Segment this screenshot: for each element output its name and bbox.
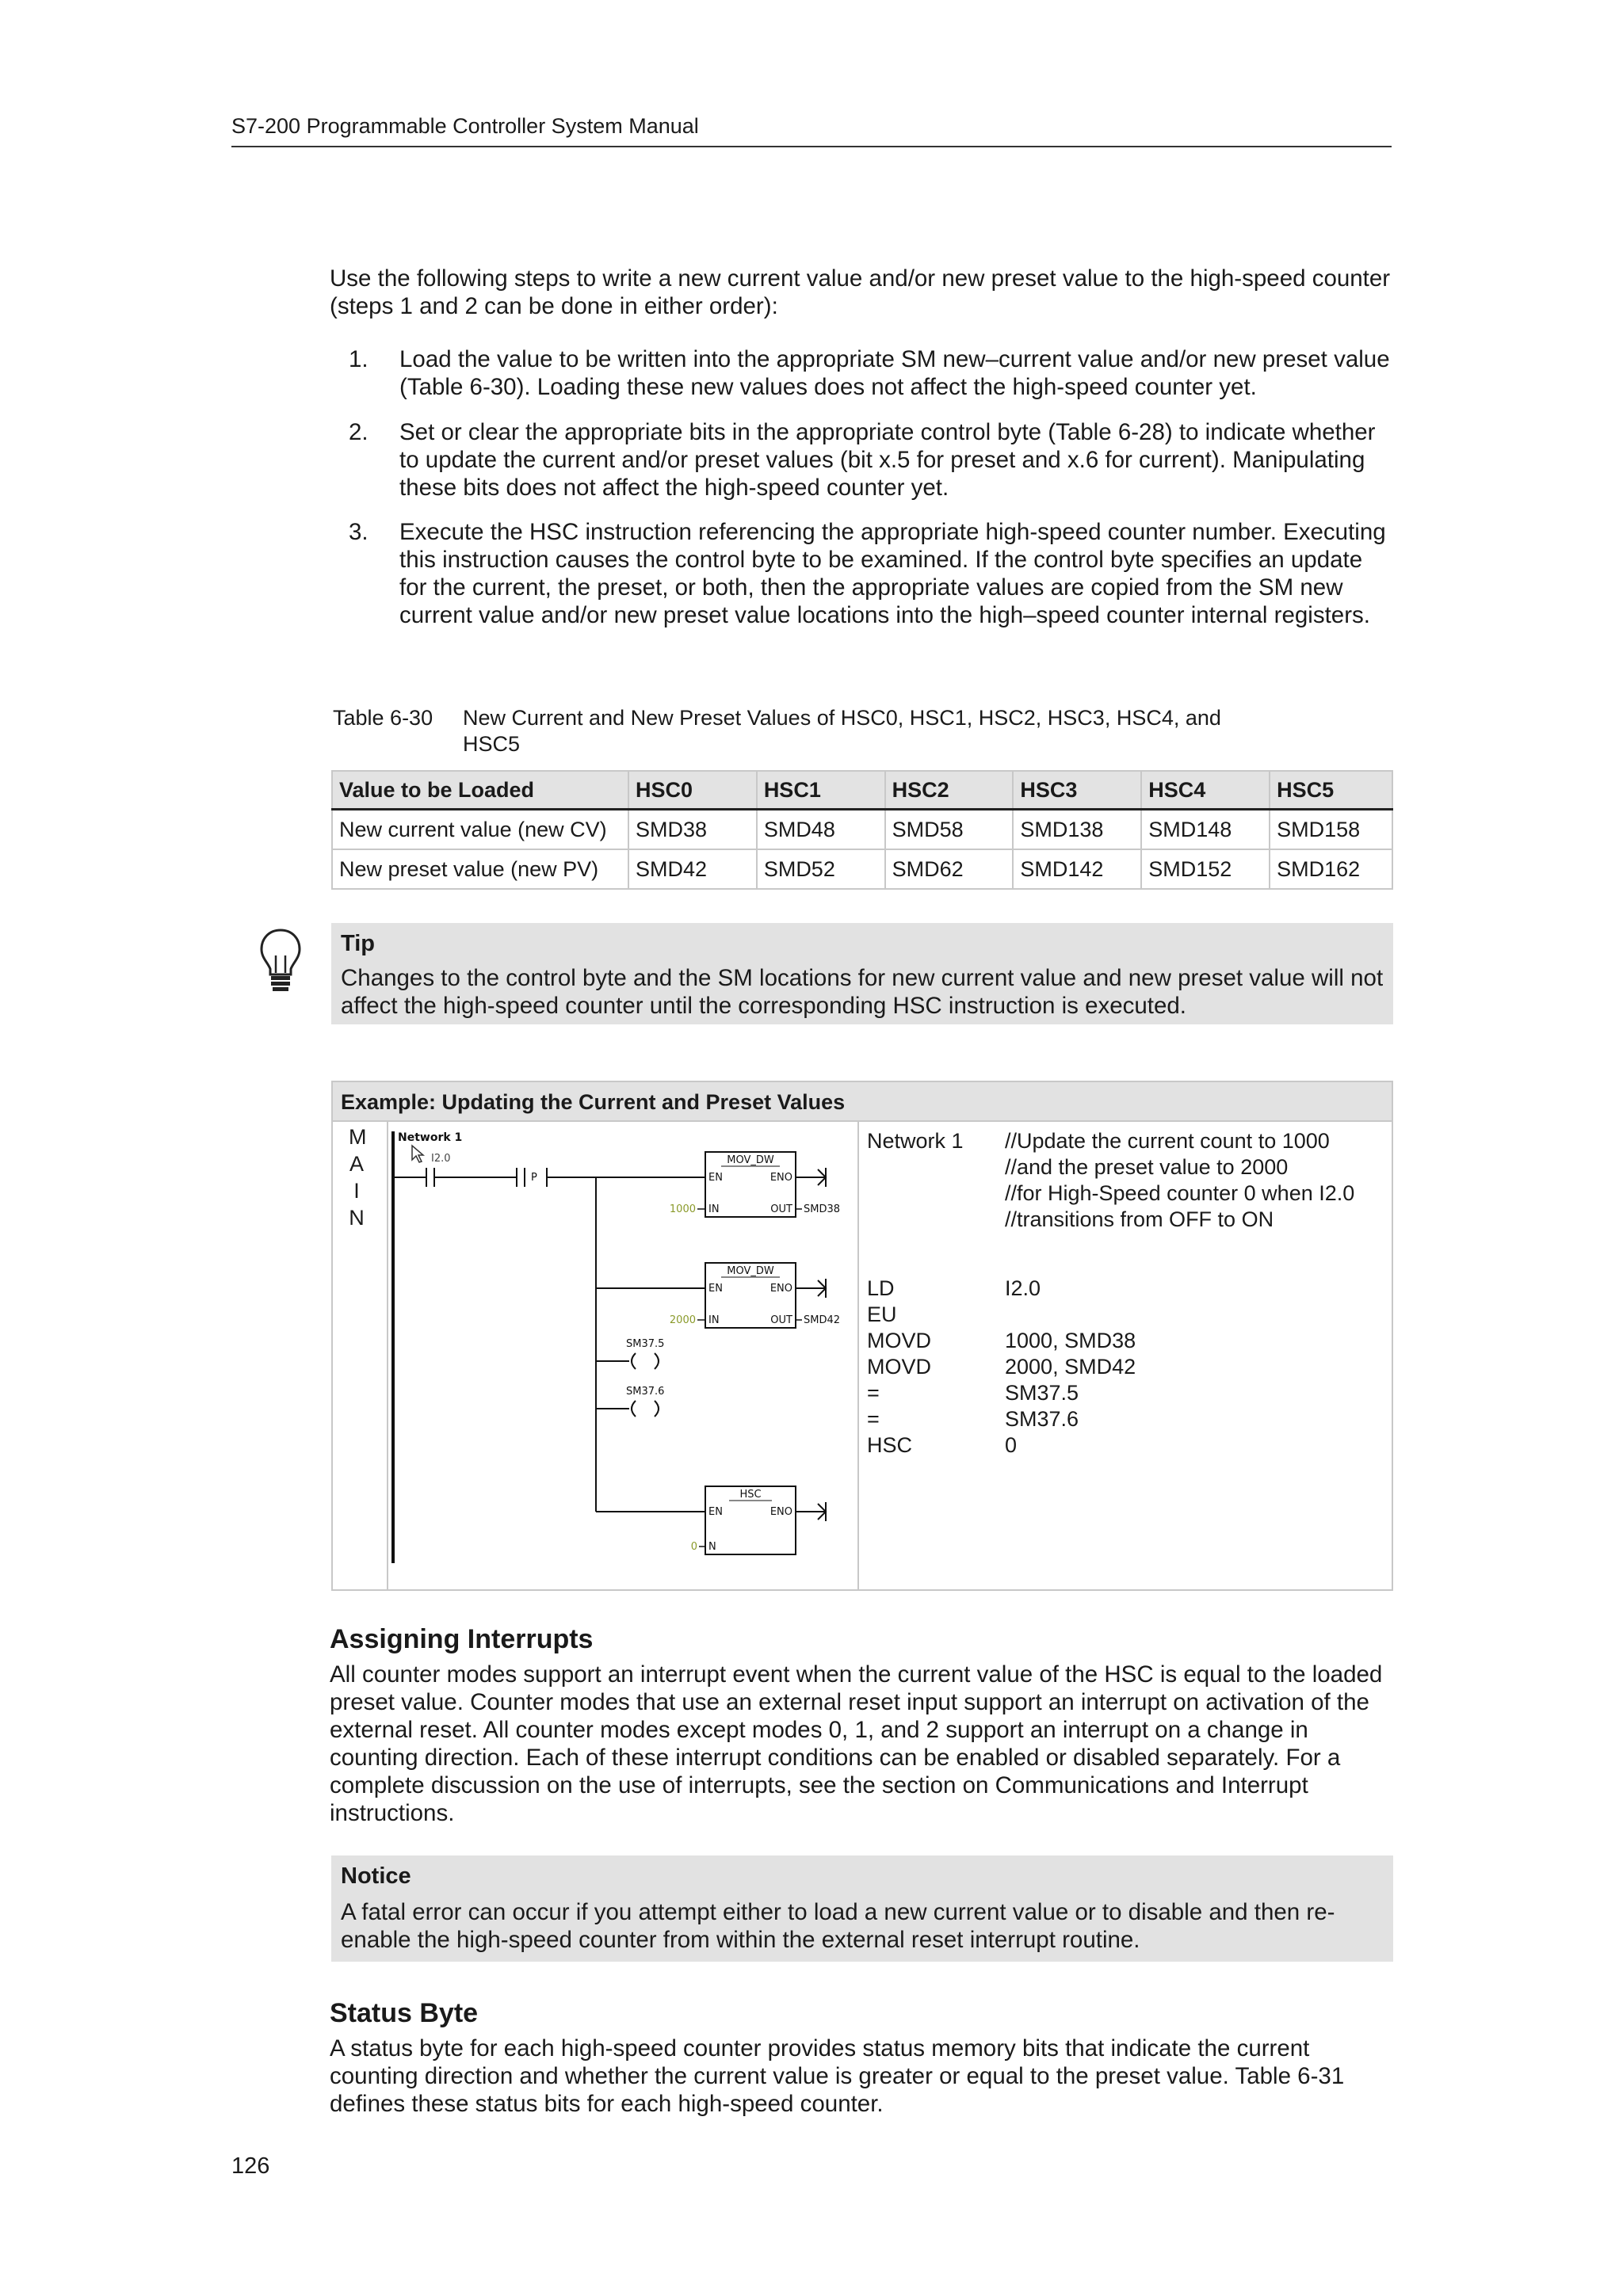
stl-network-label: Network 1 bbox=[867, 1129, 964, 1153]
stl-arg: SM37.5 bbox=[1005, 1381, 1079, 1405]
stl-arg: SM37.6 bbox=[1005, 1407, 1079, 1431]
table-caption-title: New Current and New Preset Values of HSC0, HSC1, HSC2, HSC3, HSC4, and HSC5 bbox=[463, 706, 1221, 756]
block-in-value: 1000 bbox=[669, 1203, 696, 1215]
section-heading-status-byte: Status Byte bbox=[330, 1998, 479, 2028]
stl-arg: I2.0 bbox=[1005, 1276, 1041, 1300]
table-header-cell: HSC1 bbox=[757, 771, 885, 810]
table-cell: SMD148 bbox=[1141, 810, 1270, 850]
section-heading-interrupts: Assigning Interrupts bbox=[330, 1624, 594, 1654]
tip-title: Tip bbox=[341, 931, 375, 956]
step-number: 2. bbox=[349, 419, 369, 445]
stl-op: HSC bbox=[867, 1433, 913, 1457]
stl-arg: 0 bbox=[1005, 1433, 1018, 1457]
lightbulb-icon bbox=[258, 927, 303, 995]
main-label-letter: A bbox=[349, 1152, 364, 1176]
block-out-value: SMD38 bbox=[804, 1203, 841, 1215]
main-label-letter: I bbox=[353, 1179, 360, 1203]
edge-contact-label: P bbox=[531, 1172, 537, 1184]
stl-op: EU bbox=[867, 1302, 897, 1326]
page-number: 126 bbox=[231, 2153, 270, 2179]
header-rule bbox=[231, 146, 1392, 147]
block-title: HSC bbox=[739, 1489, 762, 1501]
example-column-divider bbox=[857, 1122, 859, 1591]
table-cell: SMD142 bbox=[1013, 849, 1141, 889]
block-en-label: EN bbox=[708, 1172, 723, 1184]
table-caption-label: Table 6-30 bbox=[333, 706, 433, 730]
block-eno-label: ENO bbox=[769, 1283, 792, 1295]
coil-sm376 bbox=[632, 1401, 636, 1417]
stl-comment: //and the preset value to 2000 bbox=[1005, 1155, 1289, 1179]
coil-sm375 bbox=[655, 1353, 659, 1369]
stl-comment: //for High-Speed counter 0 when I2.0 bbox=[1005, 1181, 1355, 1205]
notice-title: Notice bbox=[341, 1863, 411, 1889]
table-cell: SMD62 bbox=[885, 849, 1014, 889]
running-header: S7-200 Programmable Controller System Manual bbox=[231, 114, 699, 138]
block-out-label: OUT bbox=[770, 1314, 792, 1326]
hsc-values-table bbox=[331, 770, 1393, 890]
notice-text: A fatal error can occur if you attempt either to load a new current value or to disable and then re-enable the high-speed counter from within the external reset interrupt routine. bbox=[341, 1899, 1335, 1953]
block-n-label: N bbox=[708, 1541, 716, 1553]
block-title: MOV_DW bbox=[727, 1265, 774, 1277]
stl-comment: //Update the current count to 1000 bbox=[1005, 1129, 1330, 1153]
table-header-row bbox=[332, 771, 1392, 810]
example-title-bar bbox=[333, 1082, 1392, 1122]
contact-label: I2.0 bbox=[431, 1153, 451, 1165]
stl-op: MOVD bbox=[867, 1355, 931, 1379]
coil-label: SM37.6 bbox=[626, 1386, 665, 1398]
tip-text: Changes to the control byte and the SM locations for new current value and new preset value will not affect the high-speed counter until the corresponding HSC instruction is executed. bbox=[341, 965, 1384, 1019]
mouse-cursor-icon bbox=[412, 1146, 423, 1162]
example-title: Example: Updating the Current and Preset Values bbox=[341, 1090, 846, 1114]
ladder-diagram bbox=[388, 1123, 857, 1591]
table-cell: SMD162 bbox=[1270, 849, 1392, 889]
table-header-cell: Value to be Loaded bbox=[332, 771, 628, 810]
notice-box bbox=[331, 1855, 1393, 1962]
table-cell: New current value (new CV) bbox=[332, 810, 628, 850]
intro-paragraph: Use the following steps to write a new current value and/or new preset value to the high-speed counter (steps 1 and 2 can be done in either order): bbox=[330, 265, 1391, 319]
step-text: Execute the HSC instruction referencing the appropriate high-speed counter number. Executing this instruction causes the control byte to be examined. If the control byte specifies an update for the current, the preset, or both, then the appropriate values are copied from the SM new current value and/or new preset value locations into the high–speed counter internal registers. bbox=[399, 519, 1386, 628]
coil-sm376 bbox=[655, 1401, 659, 1417]
main-label-letter: N bbox=[349, 1206, 365, 1230]
stl-arg: 2000, SMD42 bbox=[1005, 1355, 1136, 1379]
block-eno-label: ENO bbox=[769, 1506, 792, 1518]
block-out-label: OUT bbox=[770, 1203, 792, 1215]
tip-box bbox=[331, 923, 1393, 1024]
stl-op: LD bbox=[867, 1276, 895, 1300]
table-header-cell: HSC3 bbox=[1013, 771, 1141, 810]
block-in-value: 2000 bbox=[669, 1314, 696, 1326]
main-label-letter: M bbox=[349, 1125, 367, 1149]
step-number: 1. bbox=[349, 346, 369, 372]
block-title: MOV_DW bbox=[727, 1154, 774, 1166]
table-cell: SMD158 bbox=[1270, 810, 1392, 850]
interrupts-paragraph: All counter modes support an interrupt event when the current value of the HSC is equal to the loaded preset value. Counter modes that use an external reset input support an interrupt on activation of the external reset. All counter modes except modes 0, 1, and 2 support an interrupt on a change in counting direction. Each of these interrupt conditions can be enabled or disabled separately. For a complete discussion on the use of interrupts, see the section on Communications and Interrupt instructions. bbox=[330, 1661, 1383, 1826]
table-row bbox=[332, 810, 1392, 850]
stl-comment: //transitions from OFF to ON bbox=[1005, 1207, 1274, 1231]
stl-op: = bbox=[867, 1381, 880, 1405]
block-in-label: IN bbox=[708, 1203, 720, 1215]
status-byte-paragraph: A status byte for each high-speed counter provides status memory bits that indicate the current counting direction and whether the current value is greater or equal to the preset value. Table 6-31 defines these status bits for each high-speed counter. bbox=[330, 2035, 1345, 2117]
step-number: 3. bbox=[349, 519, 369, 545]
table-header-cell: HSC5 bbox=[1270, 771, 1392, 810]
table-cell: SMD38 bbox=[628, 810, 757, 850]
block-out-value: SMD42 bbox=[804, 1314, 841, 1326]
step-text: Load the value to be written into the appropriate SM new–current value and/or new preset value (Table 6-30). Loading these new values does not affect the high-speed counter yet. bbox=[399, 346, 1390, 400]
table-header-cell: HSC4 bbox=[1141, 771, 1270, 810]
table-cell: SMD42 bbox=[628, 849, 757, 889]
table-cell: SMD58 bbox=[885, 810, 1014, 850]
block-n-value: 0 bbox=[690, 1541, 697, 1553]
ladder-network-label: Network 1 bbox=[398, 1131, 463, 1144]
block-en-label: EN bbox=[708, 1506, 723, 1518]
block-in-label: IN bbox=[708, 1314, 720, 1326]
table-cell: SMD138 bbox=[1013, 810, 1141, 850]
step-text: Set or clear the appropriate bits in the appropriate control byte (Table 6-28) to indicate whether to update the current and/or preset values (bit x.5 for preset and x.6 for current). Manipulating these bits does not affect the high-speed counter yet. bbox=[399, 419, 1376, 501]
table-header-cell: HSC0 bbox=[628, 771, 757, 810]
example-box bbox=[331, 1081, 1393, 1591]
block-en-label: EN bbox=[708, 1283, 723, 1295]
table-cell: SMD48 bbox=[757, 810, 885, 850]
table-header-cell: HSC2 bbox=[885, 771, 1014, 810]
stl-op: MOVD bbox=[867, 1329, 931, 1352]
table-cell: SMD52 bbox=[757, 849, 885, 889]
table-cell: New preset value (new PV) bbox=[332, 849, 628, 889]
block-eno-label: ENO bbox=[769, 1172, 792, 1184]
stl-arg: 1000, SMD38 bbox=[1005, 1329, 1136, 1352]
stl-op: = bbox=[867, 1407, 880, 1431]
table-cell: SMD152 bbox=[1141, 849, 1270, 889]
coil-sm375 bbox=[632, 1353, 636, 1369]
coil-label: SM37.5 bbox=[626, 1338, 665, 1350]
table-row bbox=[332, 849, 1392, 889]
